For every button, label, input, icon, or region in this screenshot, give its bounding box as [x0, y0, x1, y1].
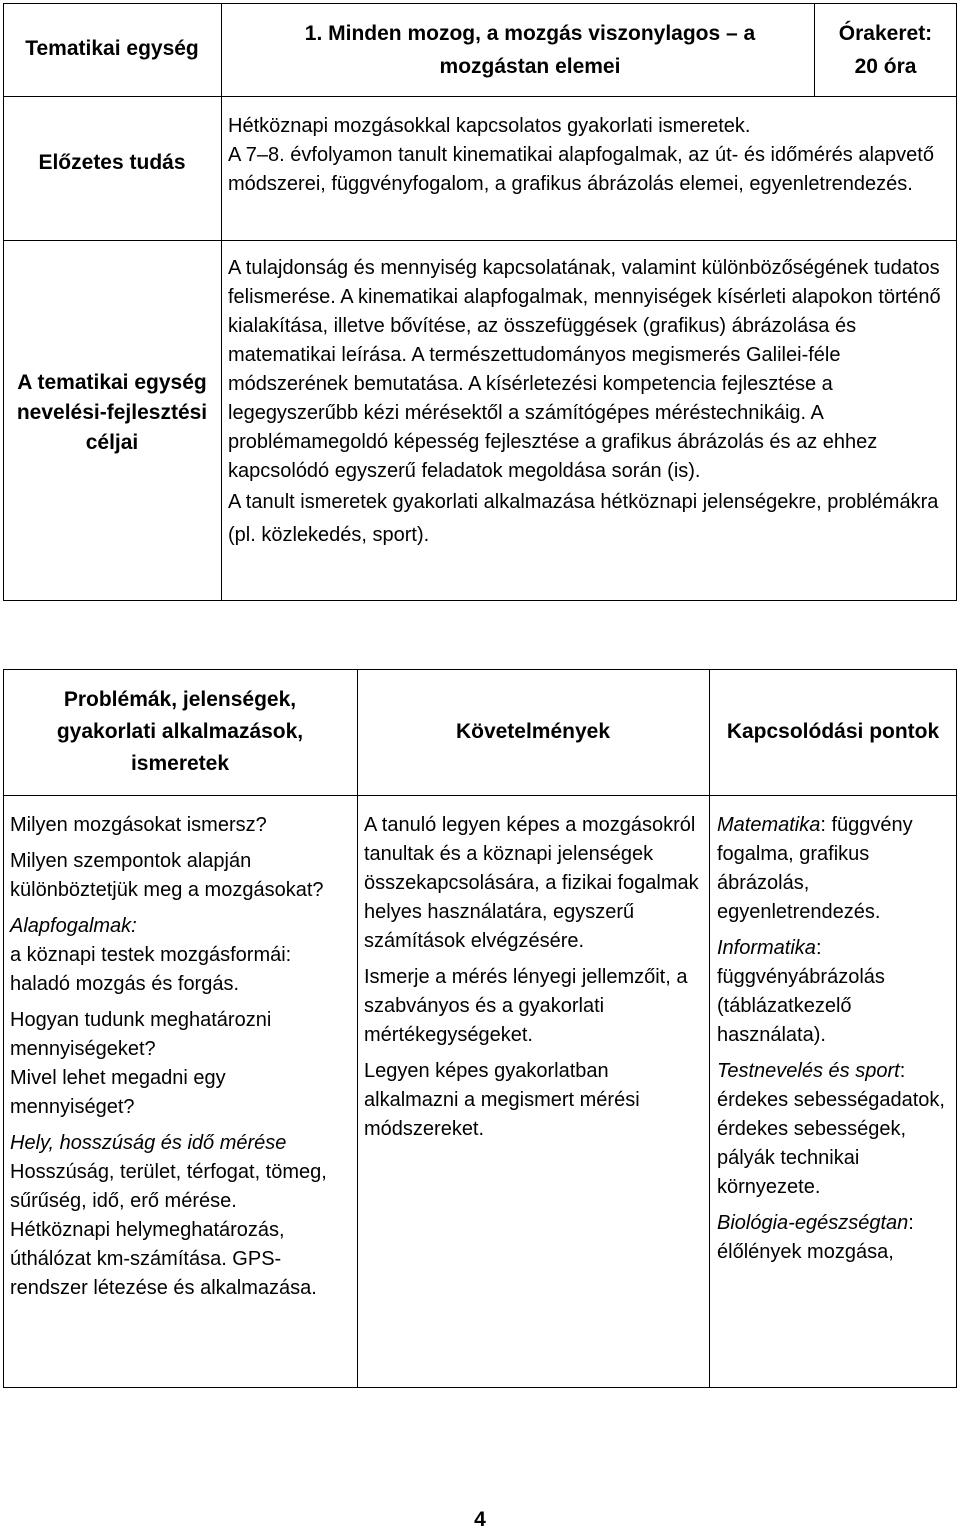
paragraph: Hosszúság, terület, térfogat, tömeg, sűrűség, idő, erő mérése.: [10, 1161, 327, 1212]
connection-math: [717, 811, 953, 927]
paragraph: Hétköznapi helymeghatározás, úthálózat km-számítása. GPS-rendszer létezése és alkalmazása.: [10, 1219, 317, 1299]
subject-name: Matematika: [717, 814, 821, 836]
question: Mivel lehet megadni egy mennyiséget?: [10, 1067, 226, 1118]
goals-paragraph: A tulajdonság és mennyiség kapcsolatának, valamint különbözőségének tudatos felismerése. A kinematikai alapfogalmak, mennyiségek kísérleti alapokon történő kialakítása, illetve bővítése, az összefüggések (grafikus) ábrázolása és matematikai leírása. A természettudományos megismerés Galilei-féle módszerének bemutatása. A kísérletezési kompetencia fejlesztése a legegyszerűbb kézi mérésektől a számítógépes méréstechnikáig. A problémamegoldó képesség fejlesztése a grafikus ábrázolás és az ehhez kapcsolódó egyszerű feladatok megoldása során (is).: [228, 257, 941, 482]
goals-paragraph: A tanult ismeretek gyakorlati alkalmazása hétköznapi jelenségekre, problémákra (pl. közlekedés, sport).: [228, 491, 939, 546]
content-table-header-divider: [3, 795, 957, 796]
question: Milyen mozgásokat ismersz?: [10, 814, 267, 836]
connection-text: : élőlények mozgása,: [717, 1212, 914, 1263]
requirement: A tanuló legyen képes a mozgásokról tanultak és a köznapi jelenségek összekapcsolására, a fizikai fogalmak helyes használatára, egyszerű számítások elvégzésére.: [364, 814, 699, 952]
prior-knowledge-text: [228, 112, 953, 199]
connection-informatics: [717, 934, 953, 1050]
connection-biology: [717, 1209, 953, 1267]
unit-table-col-divider: [221, 3, 222, 601]
content-table-col-divider: [709, 669, 710, 1388]
unit-title: 1. Minden mozog, a mozgás viszonylagos – a mozgástan elemei: [304, 22, 756, 78]
col2-content: [364, 811, 704, 1144]
col-header-requirements: Követelmények: [455, 720, 611, 743]
requirement: Legyen képes gyakorlatban alkalmazni a megismert mérési módszereket.: [364, 1060, 640, 1140]
prior-knowledge-label: Előzetes tudás: [38, 151, 186, 174]
subject-name: Biológia-egészségtan: [717, 1212, 909, 1234]
hours-label: Órakeret:: [838, 22, 933, 45]
col3-content: [717, 811, 953, 1267]
hours-value: 20 óra: [854, 55, 917, 78]
requirement: Ismerje a mérés lényegi jellemzőit, a szabványos és a gyakorlati mértékegységeket.: [364, 966, 688, 1046]
connection-pe: [717, 1057, 953, 1202]
paragraph: a köznapi testek mozgásformái: haladó mozgás és forgás.: [10, 944, 292, 995]
connection-text: : érdekes sebességadatok, érdekes sebességek, pályák technikai környezete.: [717, 1060, 945, 1198]
goals-text: [228, 254, 953, 552]
content-table-col-divider: [357, 669, 358, 1388]
subject-name: Informatika: [717, 937, 816, 959]
unit-table-row-divider: [3, 96, 957, 97]
question: Milyen szempontok alapján különböztetjük meg a mozgásokat?: [10, 850, 324, 901]
goals-label: A tematikai egység nevelési-fejlesztési céljai: [16, 371, 208, 454]
connection-text: : függvény fogalma, grafikus ábrázolás, egyenletrendezés.: [717, 814, 913, 923]
subheading-measurement: Hely, hosszúság és idő mérése: [10, 1132, 287, 1154]
col1-content: [10, 811, 350, 1303]
question: Hogyan tudunk meghatározni mennyiségeket?: [10, 1009, 272, 1060]
subheading-basic-concepts: Alapfogalmak:: [10, 915, 137, 937]
unit-label: Tematikai egység: [25, 37, 199, 60]
prior-line: Hétköznapi mozgásokkal kapcsolatos gyakorlati ismeretek.: [228, 115, 751, 137]
page-number: 4: [474, 1508, 486, 1531]
connection-text: : függvényábrázolás (táblázatkezelő használata).: [717, 937, 885, 1046]
unit-table-row-divider: [3, 240, 957, 241]
subject-name: Testnevelés és sport: [717, 1060, 900, 1082]
col-header-problems: Problémák, jelenségek, gyakorlati alkalmazások, ismeretek: [56, 688, 304, 775]
prior-line: A 7–8. évfolyamon tanult kinematikai alapfogalmak, az út- és időmérés alapvető módszerei, függvényfogalom, a grafikus ábrázolás elemei, egyenletrendezés.: [228, 144, 934, 195]
col-header-connections: Kapcsolódási pontok: [726, 720, 940, 743]
